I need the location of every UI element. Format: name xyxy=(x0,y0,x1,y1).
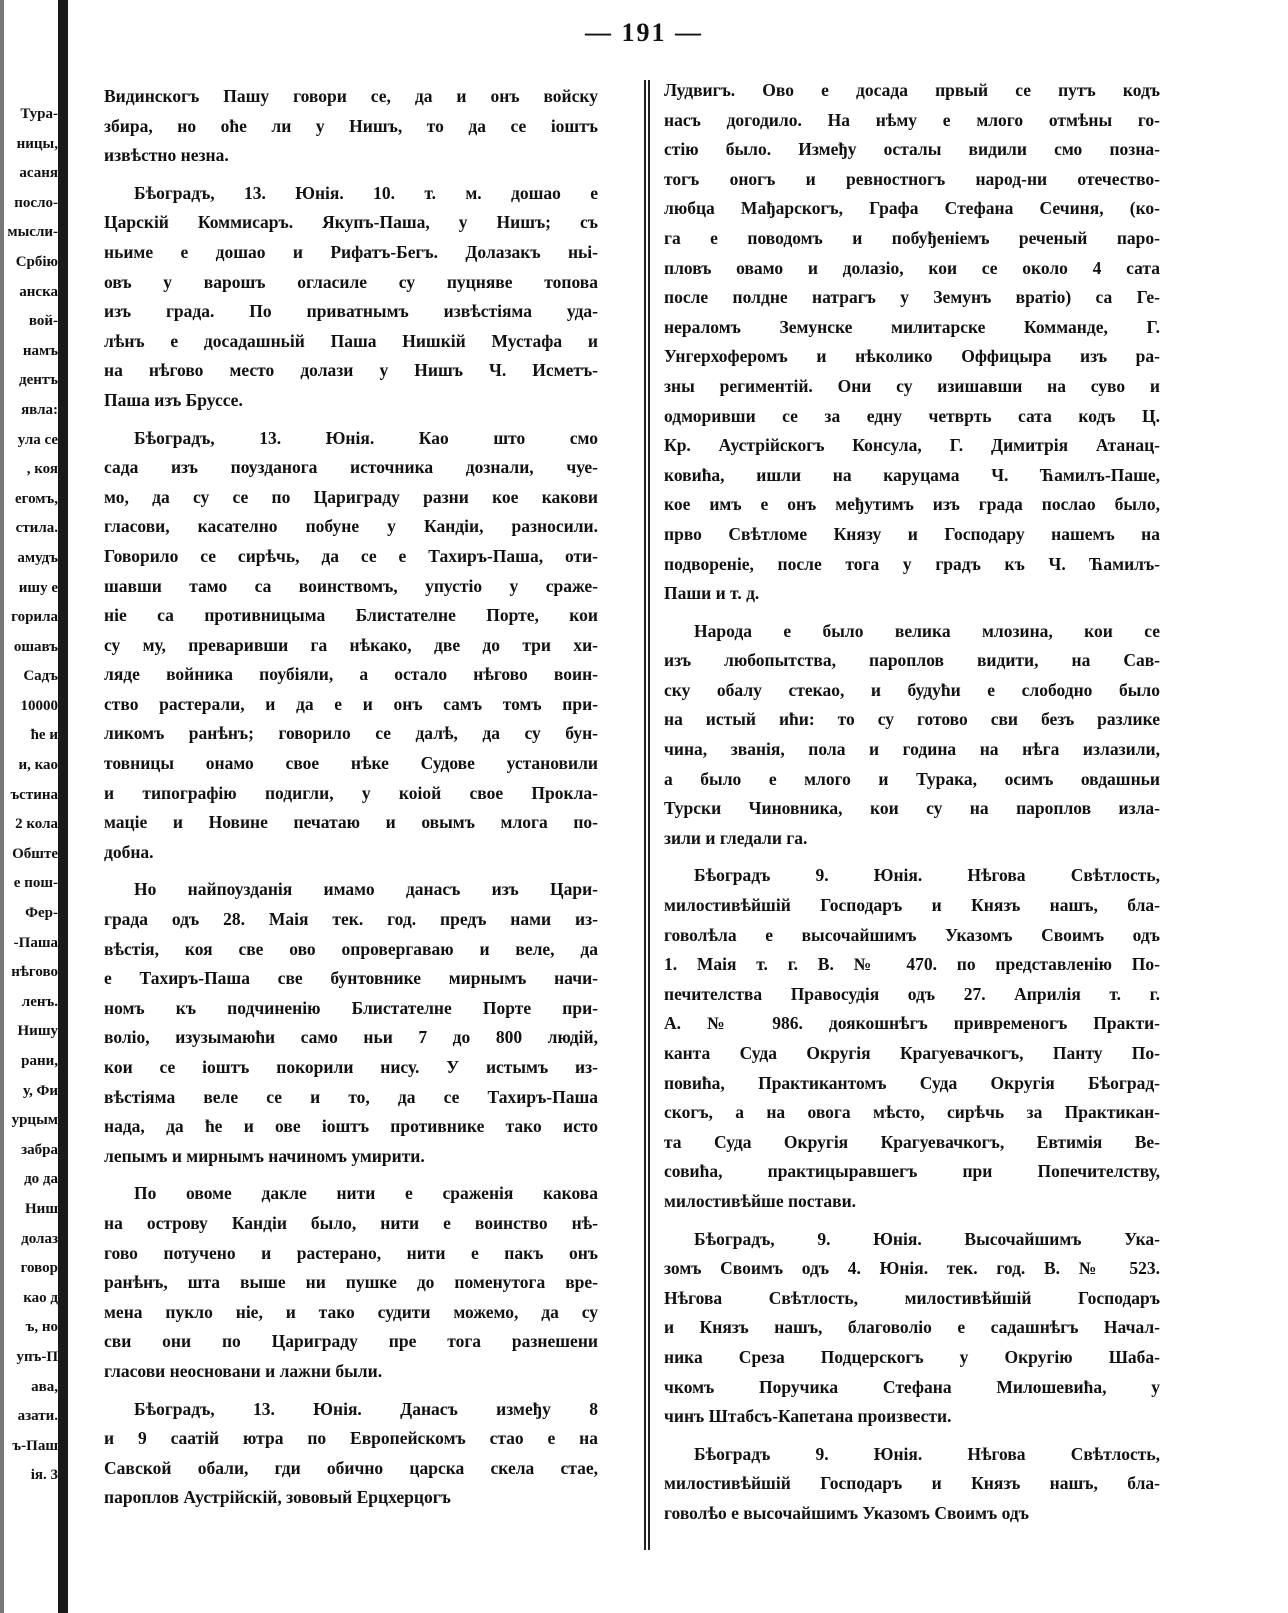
text-line: лѣнъ е досадашньій Паша Нишкій Мустафа и xyxy=(104,330,598,351)
margin-fragment: намъ xyxy=(22,342,58,359)
article-paragraph xyxy=(104,424,598,868)
text-line: Бѣоградъ, 13. Юнія. Данасъ између 8 xyxy=(134,1398,598,1419)
text-line: ніе са противницыма Блистателне Порте, кои xyxy=(104,605,598,626)
margin-fragment: , коя xyxy=(26,461,58,478)
text-line: номъ къ подчиненію Блистателне Порте при- xyxy=(104,997,598,1018)
text-line: чина, званія, пола и година на нѣга излазили, xyxy=(664,739,1160,760)
margin-fragment: Србію xyxy=(15,253,58,270)
adjacent-page-fragment xyxy=(0,100,58,1491)
text-line: зны регимeнтій. Они су изишавши на суво и xyxy=(664,375,1160,396)
margin-fragment: ъстина xyxy=(10,786,58,803)
margin-fragment: ницы, xyxy=(16,135,58,152)
margin-fragment: ава, xyxy=(31,1378,58,1395)
text-line: сада изъ поузданога источника дознали, чуе- xyxy=(104,457,598,478)
text-line: на истый ићи: то су готово сви безъ разлике xyxy=(664,709,1160,730)
text-line: Говорило се сирѣчь, да се е Тахиръ-Паша, оти- xyxy=(104,545,598,566)
text-line: шавши тамо са воинствомъ, упустіо у сраже- xyxy=(104,575,598,596)
text-line: нераломъ Земунске милитарске Комманде, Г. xyxy=(664,316,1160,337)
margin-fragment: анска xyxy=(19,283,58,300)
text-line: извѣстно незна. xyxy=(104,145,229,166)
text-line: добна. xyxy=(104,841,154,862)
text-line: и типографію подигли, у коіой свое Прокла- xyxy=(104,782,598,803)
margin-fragment: амудъ xyxy=(17,549,58,566)
text-line: града одъ 28. Маія тек. год. предъ нами из- xyxy=(104,909,598,930)
margin-fragment: е пош- xyxy=(13,875,58,892)
text-line: после полдне натрагъ у Земунъ вратіо) са Ге- xyxy=(664,287,1160,308)
text-line: подворeніе, после тога у градъ къ Ч. Ћамилъ- xyxy=(664,553,1160,574)
text-line: повића, Практикантомъ Суда Округія Бѣоград- xyxy=(664,1072,1160,1093)
text-line: насъ догодило. На нѣму е млого отмѣны го- xyxy=(664,109,1160,130)
margin-fragment: явла: xyxy=(21,401,58,418)
text-line: стію было. Између осталы видили смо позна- xyxy=(664,139,1160,160)
margin-fragment: забра xyxy=(21,1141,58,1158)
text-line: сви они по Цариграду пре тога разнешени xyxy=(104,1331,598,1352)
text-line: та Суда Округія Крагуевачкогъ, Евтимія Ве- xyxy=(664,1131,1160,1152)
text-line: Видинскогъ Пашу говори се, да и онъ войску xyxy=(104,86,598,106)
margin-fragment: ула се xyxy=(17,431,58,448)
text-line: Бѣоградъ 9. Юнія. Нѣгова Свѣтлость, xyxy=(694,1443,1160,1464)
column-divider xyxy=(644,80,650,1550)
text-line: А. № 986. доякошнѣгъ привременогъ Практи- xyxy=(664,1013,1160,1034)
margin-fragment: и, као xyxy=(18,757,58,774)
margin-fragment: упъ-П xyxy=(16,1348,58,1365)
margin-fragment: као д xyxy=(23,1289,58,1306)
text-line: По овоме дакле нити е сраженія какова xyxy=(134,1183,598,1204)
margin-fragment: егомъ, xyxy=(14,490,58,507)
text-line: лепымъ и мирнымъ начиномъ умирити. xyxy=(104,1145,425,1166)
article-paragraph xyxy=(104,1179,598,1386)
text-line: одморивши се за едну четврть сата кодъ Ц. xyxy=(664,405,1160,426)
text-line: любца Мађарскогъ, Графа Стефана Сечиня, (ко- xyxy=(664,198,1160,219)
text-line: ньиме е дошао и Рифатъ-Бегъ. Долазакъ ньі- xyxy=(104,241,598,262)
text-line: изъ любопытства, пароплов видити, на Сав- xyxy=(664,650,1160,671)
margin-fragment: говор xyxy=(20,1260,58,1277)
text-line: Турски Чиновника, кои су на пароплов изла- xyxy=(664,798,1160,819)
margin-fragment: вой- xyxy=(28,313,58,330)
margin-fragment: ія. 3 xyxy=(30,1467,58,1484)
text-line: ство растерали, и да е и онъ самъ томъ при- xyxy=(104,693,598,714)
article-paragraph xyxy=(104,875,598,1171)
text-line: чинъ Штабсъ-Капетана произвести. xyxy=(664,1406,952,1427)
text-line: ликомъ ранѣнъ; говорило се далѣ, да су бун- xyxy=(104,723,598,744)
margin-fragment: рани, xyxy=(21,1053,58,1069)
text-line: маціе и Новине печатаю и овымъ млога по- xyxy=(104,812,598,833)
text-line: канта Суда Округія Крагуевачкогъ, Панту По- xyxy=(664,1043,1160,1063)
text-line: Паша изъ Бруссе. xyxy=(104,389,243,410)
text-line: е Тахиръ-Паша све бунтовнике мирнымъ начи- xyxy=(104,968,598,989)
margin-fragment: Обште xyxy=(12,845,58,862)
text-line: Нѣгова Свѣтлость, милостивѣйшій Господаръ xyxy=(664,1287,1160,1308)
text-line: скогъ, а на овога мѣсто, сирѣчь за Практикан- xyxy=(664,1102,1160,1123)
margin-fragment: Тура- xyxy=(20,106,58,122)
text-line: вѣстія, коя све ово опровергаваю и веле, да xyxy=(104,938,598,959)
text-line: Унгерхоферомъ и нѣколико Оффицыра изъ ра- xyxy=(664,346,1160,367)
text-line: на острову Кандіи было, нити е воинство нѣ- xyxy=(104,1212,598,1233)
margin-fragment: 10000 xyxy=(20,697,58,714)
left-column xyxy=(104,82,598,1521)
margin-fragment: ленъ. xyxy=(21,993,58,1010)
text-line: гово потучено и растерано, нити е пакъ онъ xyxy=(104,1242,598,1263)
text-line: товницы онамо свое нѣке Судове установили xyxy=(104,753,598,774)
article-paragraph xyxy=(664,1440,1160,1529)
right-column xyxy=(664,76,1160,1537)
margin-fragment: ошавъ xyxy=(13,638,58,655)
margin-fragment: долаз xyxy=(21,1230,58,1247)
article-paragraph xyxy=(664,861,1160,1216)
text-line: Бѣоградъ, 13. Юнія. 10. т. м. дошао е xyxy=(134,182,598,203)
text-line: ковића, ишли на каруцама Ч. Ћамилъ-Паше, xyxy=(664,464,1160,485)
text-line: Но найпоузданія имамо данасъ изъ Цари- xyxy=(134,879,598,900)
margin-fragment: мысли- xyxy=(7,224,58,241)
text-line: милостивѣйшій Господаръ и Князъ нашъ, бла- xyxy=(664,1473,1160,1494)
text-line: ляде войника поубіяли, а остало нѣгово воин- xyxy=(104,664,598,685)
text-line: мо, да су се по Цариграду разни кое какови xyxy=(104,486,598,507)
text-line: и Князъ нашъ, благоволіо е садашнѣгъ Начал- xyxy=(664,1317,1160,1338)
text-line: су му, преваривши га нѣкако, две до три хи- xyxy=(104,634,598,655)
margin-fragment: ъ, но xyxy=(25,1319,58,1336)
page-number: — 191 — xyxy=(585,18,703,47)
text-line: ника Среза Подцерскогъ у Округію Шаба- xyxy=(664,1346,1160,1367)
article-paragraph xyxy=(104,82,598,171)
text-line: Лудвигъ. Ово е досада првый се путъ кодъ xyxy=(664,80,1160,100)
margin-fragment: 2 кола xyxy=(15,816,58,833)
text-line: тогъ оногъ и ревностногъ народ-ни отечество- xyxy=(664,168,1160,189)
margin-fragment: азати. xyxy=(17,1408,58,1425)
margin-fragment: -Паша xyxy=(13,934,58,951)
margin-fragment: посло- xyxy=(14,194,58,211)
text-line: кои се іоштъ покорили нису. У истымъ из- xyxy=(104,1057,598,1077)
text-line: Бѣоградъ, 13. Юнія. Као што смо xyxy=(134,427,598,448)
text-line: чкомъ Поручика Стефана Милошевића, у xyxy=(664,1376,1160,1397)
margin-fragment: ъ-Паш xyxy=(12,1437,58,1454)
text-line: нада, да ће и ове іоштъ противнике тако исто xyxy=(104,1116,598,1137)
margin-fragment: горила xyxy=(11,609,58,626)
article-paragraph xyxy=(664,76,1160,609)
text-line: га е поводомъ и побуђеніемъ реченый паро- xyxy=(664,227,1160,248)
text-line: Савской обали, гди обично царска скела стае, xyxy=(104,1457,598,1478)
text-line: пловъ овамо и долазіо, кои се около 4 сата xyxy=(664,257,1160,278)
text-line: Бѣоградъ, 9. Юнія. Высочайшимъ Ука- xyxy=(694,1228,1160,1249)
text-line: милостивѣйше постави. xyxy=(664,1190,857,1211)
text-line: говолѣла е высочайшимъ Указомъ Своимъ одъ xyxy=(664,924,1160,945)
margin-fragment: Ниш xyxy=(25,1200,58,1217)
text-line: овъ у варошъ огласиле су пуцняве топова xyxy=(104,271,598,292)
text-line: пароплов Аустрійскій, зововый Ерцхерцогъ xyxy=(104,1487,451,1508)
margin-fragment: Нишу xyxy=(17,1023,58,1040)
text-line: гласови неосновани и лажни были. xyxy=(104,1360,383,1381)
text-line: ску обалу стекао, и будући е слободно было xyxy=(664,679,1160,700)
article-paragraph xyxy=(104,1395,598,1513)
margin-fragment: урцым xyxy=(11,1112,58,1129)
margin-fragment: стила. xyxy=(15,520,58,537)
text-line: вѣстіяма веле се и то, да се Тахиръ-Паша xyxy=(104,1086,598,1107)
text-line: гласови, касателно побуне у Кандіи, разносили. xyxy=(104,516,598,537)
margin-fragment: Фер- xyxy=(25,905,58,922)
text-line: на нѣгово место долази у Нишъ Ч. Исметъ- xyxy=(104,360,598,381)
margin-fragment: ишу е xyxy=(18,579,58,596)
article-paragraph xyxy=(664,1225,1160,1432)
text-line: печителства Правосудія одъ 27. Априлія т. г. xyxy=(664,983,1160,1004)
text-line: збира, но оће ли у Нишъ, то да се іоштъ xyxy=(104,115,598,136)
margin-fragment: до да xyxy=(24,1171,58,1188)
text-line: зили и гледали га. xyxy=(664,827,808,848)
text-line: ранѣнъ, шта выше ни пушке до поменутога вре- xyxy=(104,1272,598,1293)
text-line: 1. Маія т. г. В. № 470. по представленію По- xyxy=(664,954,1160,975)
text-line: говолѣо е высочайшимъ Указомъ Своимъ одъ xyxy=(664,1502,1029,1523)
margin-fragment: нѣгово xyxy=(11,964,58,981)
text-line: зомъ Своимъ одъ 4. Юнія. тек. год. В. № 523. xyxy=(664,1258,1160,1279)
margin-fragment: Садъ xyxy=(23,668,58,685)
text-line: воліо, изузымаюћи само ньи 7 до 800 людій, xyxy=(104,1027,598,1048)
text-line: Кр. Аустрійскогъ Консула, Г. Димитрія Атанац- xyxy=(664,435,1160,456)
text-line: Царскій Коммисаръ. Якупъ-Паша, у Нишъ; съ xyxy=(104,212,598,233)
text-line: и 9 саатій ютра по Европейскомъ стао е на xyxy=(104,1428,598,1449)
text-line: а было е млого и Турака, осимъ овдашньи xyxy=(664,768,1160,789)
text-line: прво Свѣтломе Князу и Господару нашемъ на xyxy=(664,523,1160,544)
text-line: изъ града. По приватнымъ извѣстіяма уда- xyxy=(104,301,598,322)
text-line: кое имъ е онъ међутимъ изъ града послао было, xyxy=(664,494,1160,515)
text-line: Бѣоградъ 9. Юнія. Нѣгова Свѣтлость, xyxy=(694,865,1160,886)
text-line: милостивѣйшій Господаръ и Князъ нашъ, бла- xyxy=(664,895,1160,916)
margin-fragment: у, Фи xyxy=(22,1082,58,1099)
page-gutter-shadow xyxy=(58,0,68,1613)
text-line: Народа е было велика млозина, кои се xyxy=(694,620,1160,641)
margin-fragment: дентъ xyxy=(18,372,58,389)
text-line: Паши и т. д. xyxy=(664,583,760,604)
article-paragraph xyxy=(104,179,598,416)
margin-fragment: асаня xyxy=(19,165,58,182)
margin-fragment: ће и xyxy=(30,727,58,744)
article-paragraph xyxy=(664,617,1160,854)
text-line: совића, практицыравшегъ при Попечителству, xyxy=(664,1161,1160,1182)
text-line: мена пукло ніе, и тако судити можемо, да су xyxy=(104,1301,598,1322)
